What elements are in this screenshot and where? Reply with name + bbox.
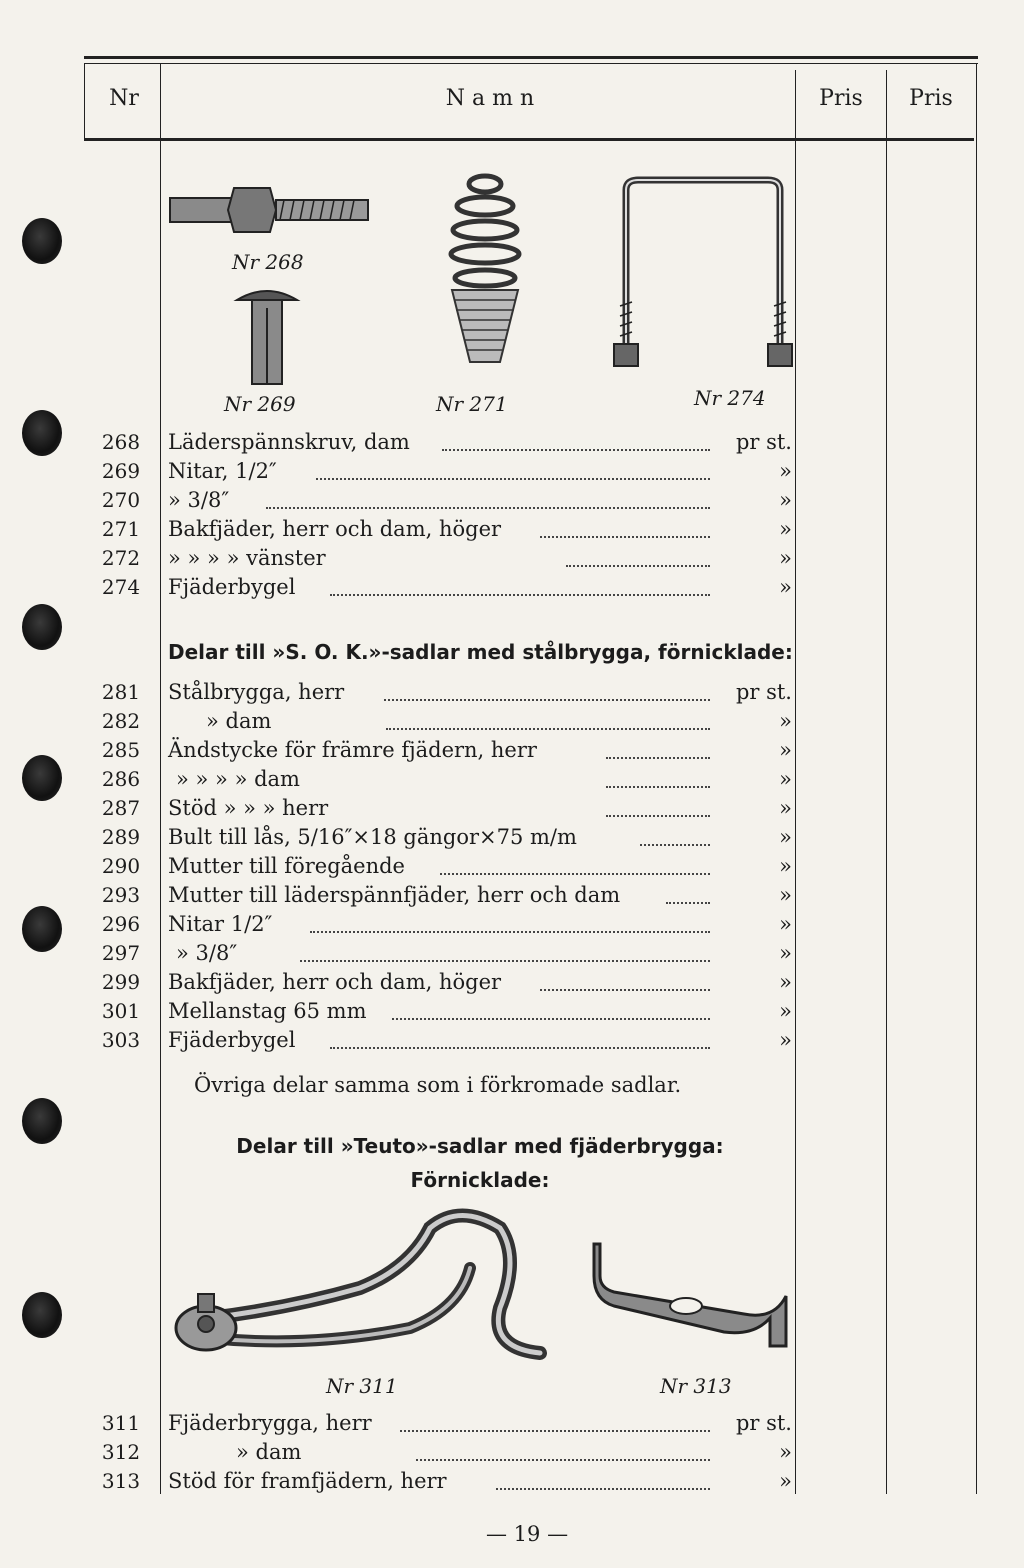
item-name: Fjäderbrygga, herr <box>168 1411 372 1435</box>
item-unit: » <box>779 912 792 936</box>
item-unit: » <box>779 546 792 570</box>
item-name: » dam <box>206 709 272 733</box>
item-nr: 313 <box>101 1469 141 1493</box>
item-unit: pr st. <box>735 680 792 704</box>
item-nr: 285 <box>101 738 141 762</box>
item-nr: 301 <box>101 999 141 1023</box>
leader-dots <box>606 815 710 817</box>
leader-dots <box>316 478 710 480</box>
leader-dots <box>566 565 710 567</box>
caption-274: Nr 274 <box>694 386 766 410</box>
leader-dots <box>300 960 710 962</box>
item-name: Nitar 1/2″ <box>168 912 273 936</box>
col-divider <box>160 64 161 1494</box>
item-name: Fjäderbygel <box>168 1028 296 1052</box>
leader-dots <box>310 931 710 933</box>
item-name: » dam <box>236 1440 302 1464</box>
item-name: » 3/8″ <box>176 941 238 965</box>
item-unit: » <box>779 883 792 907</box>
spring-bridge-311-illustration <box>170 1208 570 1368</box>
item-unit: » <box>779 488 792 512</box>
col-divider <box>84 64 85 138</box>
caption-313: Nr 313 <box>660 1374 732 1398</box>
item-nr: 274 <box>101 575 141 599</box>
item-nr: 311 <box>101 1411 141 1435</box>
item-unit: » <box>779 1469 792 1493</box>
leader-dots <box>330 1047 710 1049</box>
rivet-269-illustration <box>232 282 302 392</box>
item-name: Bakfjäder, herr och dam, höger <box>168 517 502 541</box>
item-unit: » <box>779 767 792 791</box>
item-name: Läderspännskruv, dam <box>168 430 410 454</box>
item-nr: 290 <box>101 854 141 878</box>
leader-dots <box>400 1430 710 1432</box>
leader-dots <box>540 989 710 991</box>
item-name: Stöd för framfjädern, herr <box>168 1469 447 1493</box>
item-unit: » <box>779 796 792 820</box>
support-313-illustration <box>594 1236 794 1356</box>
binder-hole <box>22 218 62 264</box>
header-namn: N a m n <box>445 86 535 111</box>
binder-hole <box>22 906 62 952</box>
caption-311: Nr 311 <box>326 1374 398 1398</box>
item-nr: 303 <box>101 1028 141 1052</box>
item-unit: » <box>779 575 792 599</box>
item-unit: » <box>779 517 792 541</box>
item-unit: » <box>779 459 792 483</box>
item-nr: 268 <box>101 430 141 454</box>
leader-dots <box>540 536 710 538</box>
caption-268: Nr 268 <box>232 250 304 274</box>
leader-dots <box>266 507 710 509</box>
item-name: Stålbrygga, herr <box>168 680 345 704</box>
leader-dots <box>386 728 710 730</box>
note-ovriga-delar: Övriga delar samma som i förkromade sadlar. <box>194 1073 682 1097</box>
item-name: » » » » dam <box>176 767 300 791</box>
item-name: Mutter till föregående <box>168 854 405 878</box>
item-nr: 296 <box>101 912 141 936</box>
item-nr: 270 <box>101 488 141 512</box>
leader-dots <box>330 594 710 596</box>
item-nr: 272 <box>101 546 141 570</box>
leader-dots <box>416 1459 710 1461</box>
header-pris-1: Pris <box>819 86 863 111</box>
item-unit: » <box>779 854 792 878</box>
item-unit: » <box>779 999 792 1023</box>
binder-hole <box>22 410 62 456</box>
item-name: Nitar, 1/2″ <box>168 459 277 483</box>
caption-271: Nr 271 <box>436 392 508 416</box>
item-nr: 289 <box>101 825 141 849</box>
item-nr: 271 <box>101 517 141 541</box>
page-number: — 19 — <box>486 1522 569 1546</box>
header-pris-2: Pris <box>909 86 953 111</box>
leader-dots <box>384 699 710 701</box>
item-unit: » <box>779 970 792 994</box>
binder-hole <box>22 1292 62 1338</box>
top-rule-thin <box>84 63 978 64</box>
leader-dots <box>606 786 710 788</box>
item-nr: 297 <box>101 941 141 965</box>
leader-dots <box>606 757 710 759</box>
leader-dots <box>640 844 710 846</box>
item-name: Stöd » » » herr <box>168 796 329 820</box>
item-nr: 269 <box>101 459 141 483</box>
item-name: Bakfjäder, herr och dam, höger <box>168 970 502 994</box>
screw-268-illustration <box>170 180 370 240</box>
item-nr: 286 <box>101 767 141 791</box>
item-nr: 282 <box>101 709 141 733</box>
top-rule <box>84 56 978 59</box>
section-subheading-fornicklade: Förnicklade: <box>410 1168 550 1192</box>
item-unit: » <box>779 1028 792 1052</box>
item-unit: » <box>779 738 792 762</box>
item-unit: » <box>779 709 792 733</box>
item-name: Fjäderbygel <box>168 575 296 599</box>
item-nr: 281 <box>101 680 141 704</box>
item-unit: » <box>779 941 792 965</box>
spring-271-illustration <box>440 172 530 372</box>
leader-dots <box>392 1018 710 1020</box>
leader-dots <box>442 449 710 451</box>
binder-hole <box>22 755 62 801</box>
binder-hole <box>22 1098 62 1144</box>
item-unit: » <box>779 825 792 849</box>
section-heading-sok: Delar till »S. O. K.»-sadlar med stålbrygga, förnicklade: <box>168 640 793 664</box>
ubolt-274-illustration <box>608 176 798 376</box>
item-name: » » » » vänster <box>168 546 326 570</box>
item-name: Ändstycke för främre fjädern, herr <box>168 738 537 762</box>
header-nr: Nr <box>109 86 139 111</box>
item-unit: pr st. <box>735 1411 792 1435</box>
caption-269: Nr 269 <box>224 392 296 416</box>
col-divider <box>976 64 977 1494</box>
item-name: Mellanstag 65 mm <box>168 999 367 1023</box>
leader-dots <box>666 902 710 904</box>
item-unit: pr st. <box>735 430 792 454</box>
leader-dots <box>440 873 710 875</box>
header-rule <box>84 138 974 141</box>
item-nr: 312 <box>101 1440 141 1464</box>
leader-dots <box>496 1488 710 1490</box>
item-unit: » <box>779 1440 792 1464</box>
item-name: Mutter till läderspännfjäder, herr och dam <box>168 883 621 907</box>
binder-hole <box>22 604 62 650</box>
item-nr: 287 <box>101 796 141 820</box>
item-nr: 293 <box>101 883 141 907</box>
item-name: Bult till lås, 5/16″×18 gängor×75 m/m <box>168 825 577 849</box>
item-name: » 3/8″ <box>168 488 230 512</box>
col-divider <box>886 70 887 1494</box>
item-nr: 299 <box>101 970 141 994</box>
section-heading-teuto: Delar till »Teuto»-sadlar med fjäderbrygga: <box>236 1134 724 1158</box>
